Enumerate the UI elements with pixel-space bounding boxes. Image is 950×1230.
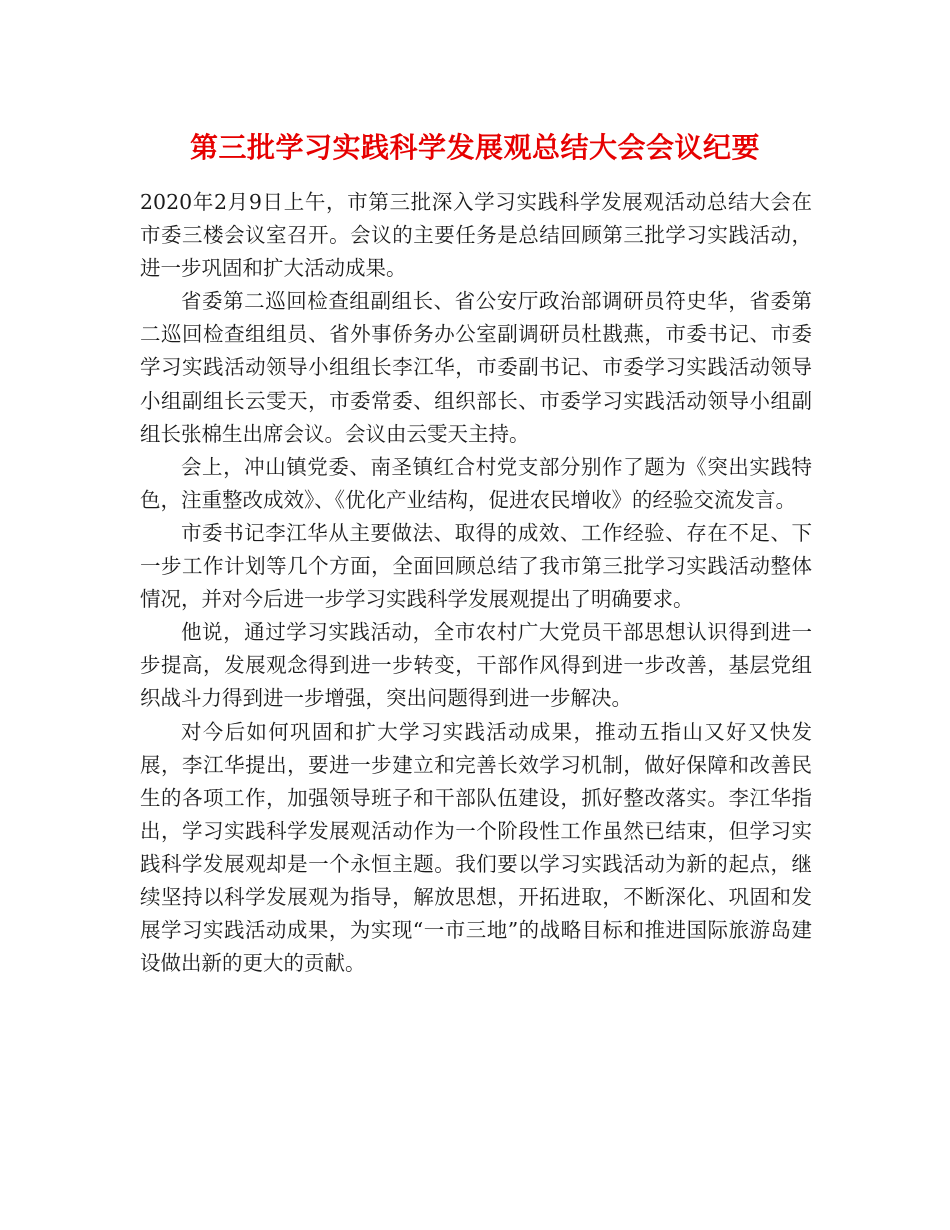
paragraph-4: 市委书记李江华从主要做法、取得的成效、工作经验、存在不足、下一步工作计划等几个方面，全面回顾总结了我市第三批学习实践活动整体情况，并对今后进一步学习实践科学发展观提出了明确要求。 [140,520,812,612]
paragraph-3: 会上，冲山镇党委、南圣镇红合村党支部分别作了题为《突出实践特色，注重整改成效》、《优化产业结构，促进农民增收》的经验交流发言。 [140,454,812,512]
paragraph-6: 对今后如何巩固和扩大学习实践活动成果，推动五指山又好又快发展，李江华提出，要进一步建立和完善长效学习机制，做好保障和改善民生的各项工作，加强领导班子和干部队伍建设，抓好整改落实。李江华指出，学习实践科学发展观活动作为一个阶段性工作虽然已结束，但学习实践科学发展观却是一个永恒主题。我们要以学习实践活动为新的起点，继续坚持以科学发展观为指导，解放思想，开拓进取，不断深化、巩固和发展学习实践活动成果，为实现“一市三地”的战略目标和推进国际旅游岛建设做出新的更大的贡献。 [140,719,812,976]
paragraph-2: 省委第二巡回检查组副组长、省公安厅政治部调研员符史华，省委第二巡回检查组组员、省外事侨务办公室副调研员杜戡燕，市委书记、市委学习实践活动领导小组组长李江华，市委副书记、市委学习实践活动领导小组副组长云雯天，市委常委、组织部长、市委学习实践活动领导小组副组长张棉生出席会议。会议由云雯天主持。 [140,289,812,446]
document-title: 第三批学习实践科学发展观总结大会会议纪要 [189,131,760,164]
paragraph-5: 他说，通过学习实践活动，全市农村广大党员干部思想认识得到进一步提高，发展观念得到进一步转变，干部作风得到进一步改善，基层党组织战斗力得到进一步增强，突出问题得到进一步解决。 [140,620,812,711]
document-body [140,186,812,980]
paragraph-1: 2020年2月9日上午，市第三批深入学习实践科学发展观活动总结大会在市委三楼会议室召开。会议的主要任务是总结回顾第三批学习实践活动，进一步巩固和扩大活动成果。 [140,190,812,281]
